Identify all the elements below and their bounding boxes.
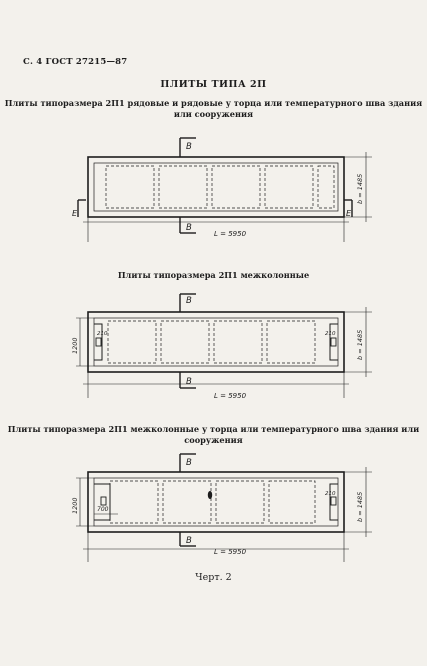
rib-cells [108, 321, 315, 363]
inner-dim-label: 700 [97, 506, 109, 513]
embed-left [96, 338, 101, 346]
caption-section-3: Плиты типоразмера 2П1 межколонные у торца или температурного шва здания или сооружения [7, 424, 420, 445]
lifting-loop-mark [208, 491, 212, 499]
plate-inner-contour [94, 318, 338, 366]
rib-cells [110, 481, 315, 523]
side-mark-left-label: Е [72, 209, 78, 218]
section-mark-bottom: В [186, 223, 192, 233]
plate-drawing-1 [0, 130, 427, 245]
left-dim-label: 1200 [71, 497, 79, 514]
page-header: С. 4 ГОСТ 27215—87 [23, 57, 128, 67]
embed-right [331, 338, 336, 346]
embed-right [331, 497, 336, 505]
figure-caption: Черт. 2 [195, 572, 232, 583]
section-mark-top: В [186, 142, 192, 152]
length-label: L = 5950 [214, 548, 247, 556]
small-dim-right: 210 [325, 331, 336, 337]
width-label: b = 1485 [356, 329, 364, 360]
section-mark-top: В [186, 458, 192, 468]
small-dim-left: 210 [97, 331, 108, 337]
page-title: ПЛИТЫ ТИПА 2П [160, 79, 267, 90]
caption-section-1: Плиты типоразмера 2П1 рядовые и рядовые у торца или температурного шва здания или сооружения [4, 98, 423, 119]
length-label: L = 5950 [214, 392, 247, 400]
section-mark-bottom: В [186, 536, 192, 546]
caption-section-2: Плиты типоразмера 2П1 межколонные [117, 270, 310, 280]
section-mark-bottom: В [186, 377, 192, 387]
width-label: b = 1485 [356, 491, 364, 522]
plate-inner-contour [94, 163, 338, 211]
length-label: L = 5950 [214, 230, 247, 238]
width-label: b = 1485 [356, 173, 364, 204]
left-dim-label: 1200 [71, 337, 79, 354]
plate-drawing-2 [0, 288, 427, 403]
plate-drawing-3 [0, 450, 427, 565]
side-mark-right-label: Е [346, 209, 352, 218]
small-dim-right: 210 [325, 491, 336, 497]
embed-left [101, 497, 106, 505]
section-mark-top: В [186, 296, 192, 306]
column-cutout-left [94, 484, 110, 520]
rib-cells [106, 166, 334, 208]
